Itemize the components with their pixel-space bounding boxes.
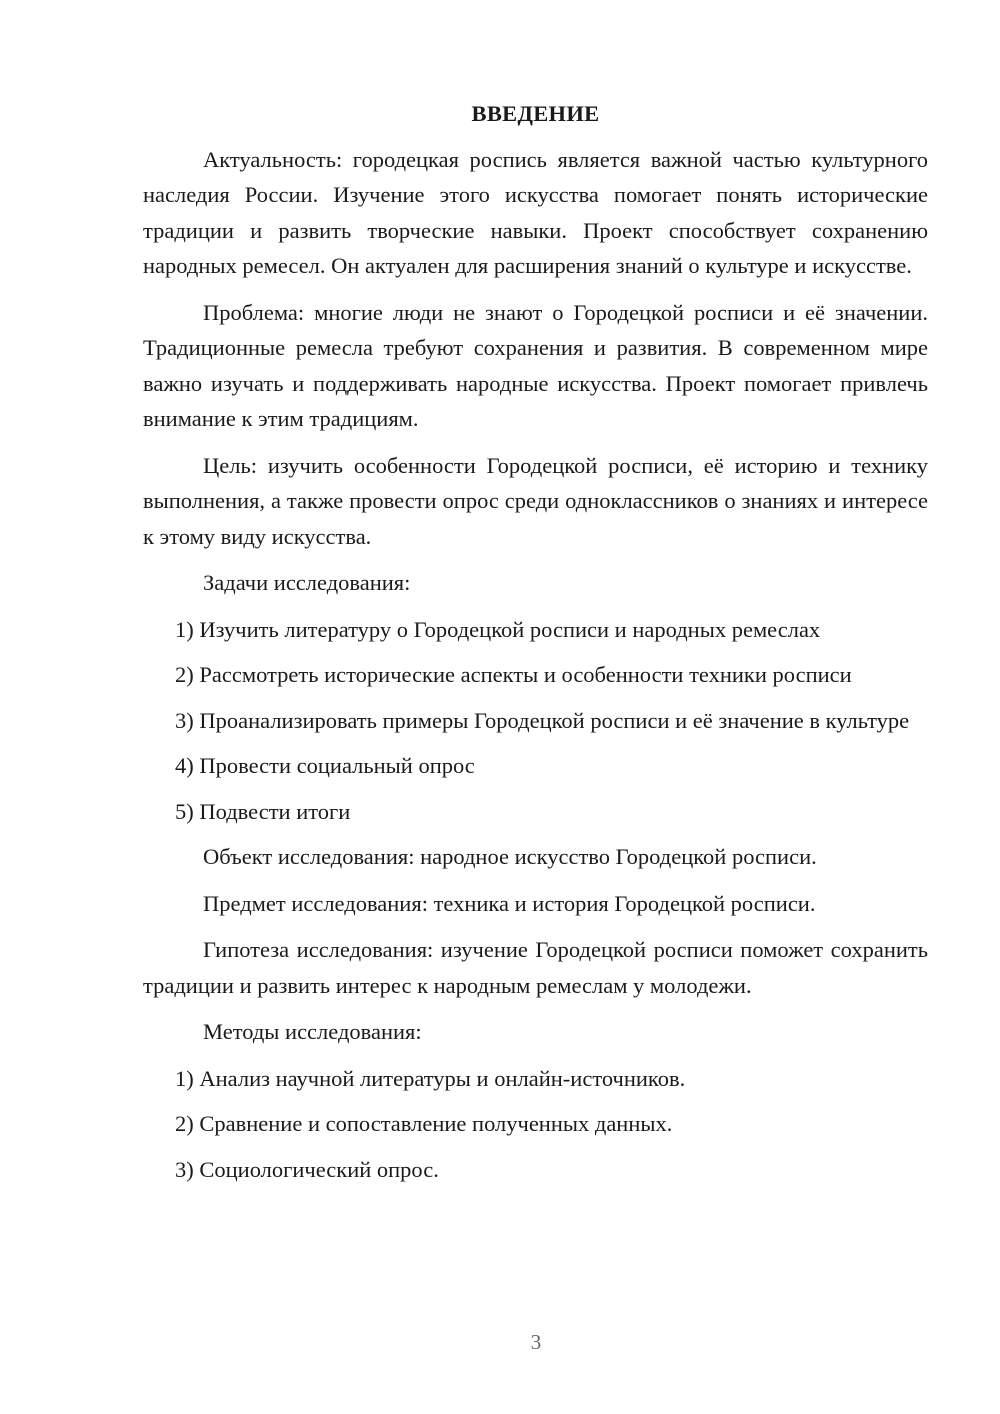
page-number: 3 [530, 1330, 542, 1354]
task-item: 3) Проанализировать примеры Городецкой росписи и её значение в культуре [175, 707, 910, 733]
problem-paragraph: Проблема: многие люди не знают о Городецкой росписи и её значении. Традиционные ремесла требуют сохранения и развития. В современном мире важно изучать и поддерживать народные искусства. Проект помогает привлечь внимание к этим традициям. [143, 299, 928, 431]
method-item: 2) Сравнение и сопоставление полученных данных. [175, 1111, 673, 1136]
method-item: 1) Анализ научной литературы и онлайн-источников. [175, 1065, 686, 1091]
task-item: 2) Рассмотреть исторические аспекты и особенности техники росписи [175, 662, 852, 687]
hypothesis-paragraph: Гипотеза исследования: изучение Городецкой росписи поможет сохранить традиции и развить интерес к народным ремеслам у молодежи. [143, 937, 928, 998]
object-paragraph: Объект исследования: народное искусство Городецкой росписи. [203, 844, 817, 869]
task-item: 4) Провести социальный опрос [175, 753, 475, 778]
task-item: 5) Подвести итоги [175, 798, 351, 824]
task-item: 1) Изучить литературу о Городецкой росписи и народных ремеслах [175, 616, 821, 642]
section-title: ВВЕДЕНИЕ [471, 101, 600, 126]
methods-heading: Методы исследования: [203, 1019, 422, 1044]
tasks-heading: Задачи исследования: [203, 570, 411, 595]
method-item: 3) Социологический опрос. [175, 1156, 439, 1182]
document-page [143, 96, 928, 1197]
goal-paragraph: Цель: изучить особенности Городецкой росписи, её историю и технику выполнения, а также провести опрос среди одноклассников о знаниях и интересе к этому виду искусства. [143, 452, 928, 549]
subject-paragraph: Предмет исследования: техника и история Городецкой росписи. [203, 890, 816, 916]
relevance-paragraph: Актуальность: городецкая роспись является важной частью культурного наследия России. Изучение этого искусства помогает понять исторические традиции и развить творческие навыки. Проект способствует сохранению народных ремесел. Он актуален для расширения знаний о культуре и искусстве. [143, 146, 928, 278]
